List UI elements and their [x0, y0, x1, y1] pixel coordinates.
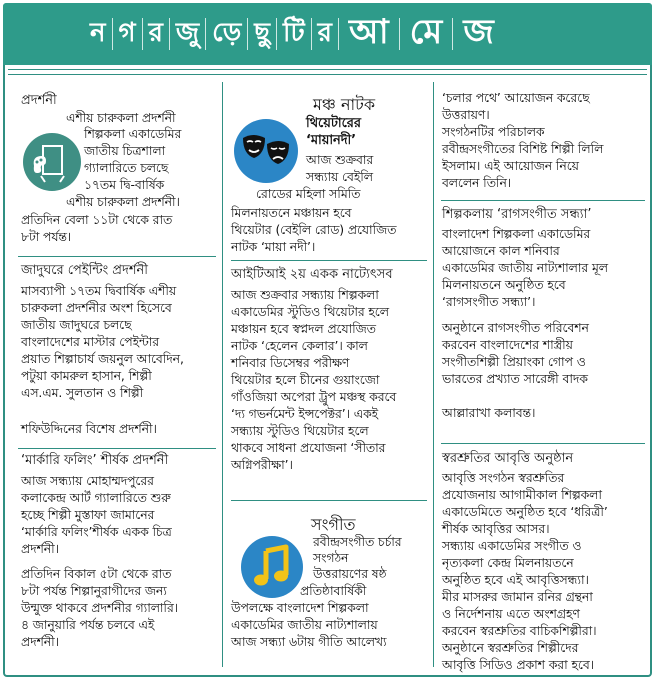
text-line: হচ্ছে শিল্পী মুস্তাফা জামানের: [21, 507, 155, 522]
text-line: একাডেমির জাতীয় নাট্যশালায়: [231, 617, 378, 632]
text-line: ভারতের প্রখ্যাত সারেঙ্গী বাদক: [442, 371, 588, 386]
text-line: সংগীতশিল্পী প্রিয়াংকা গোপ ও: [442, 354, 586, 369]
text-line: নাটক ‘হেলেন কেলার’। কাল: [231, 338, 368, 353]
header-letter: ড়ে: [212, 18, 242, 48]
section-title-mercury: ‘মার্কারি ফলিং’ শীর্ষক প্রদর্শনী: [21, 453, 169, 468]
text-line: আবৃত্তি সিডিও প্রকাশ করা হবে।: [442, 657, 594, 672]
text-line: শীর্ষক আবৃত্তির আসর।: [442, 521, 550, 536]
text-line: এশীয় চারুকলা প্রদর্শনী।: [66, 194, 180, 209]
text-line: প্রতিষ্ঠাবার্ষিকী: [300, 583, 367, 598]
text-line: ‘দ্য গভর্নমেন্ট ইন্সপেক্টর’। একই: [231, 406, 378, 421]
text-line: ‘চলার পথে’ আয়োজন করেছে: [442, 90, 590, 105]
text-line: প্রদর্শনী।: [21, 634, 59, 649]
text-line: প্রতিদিন বেলা ১১টা থেকে রাত: [21, 212, 173, 227]
section-divider: [18, 448, 216, 449]
text-line: মিলনায়তনে অনুষ্ঠিত হবে: [442, 277, 566, 292]
header-letter: র: [317, 18, 332, 48]
text-line: শনিবার ডিসেম্বর পরীক্ষণ: [231, 355, 350, 370]
text-line: ৪ জানুয়ারি পর্যন্ত চলবে এই: [21, 617, 155, 632]
bold-title: থিয়েটারের: [306, 116, 361, 131]
text-line: আল্লারাখা কলাবন্ত।: [442, 405, 536, 420]
section-caption-stage-drama: মঞ্চ নাটক: [313, 95, 376, 114]
text-line: করবেন স্বরশ্রুতির বাচিকশিল্পীরা।: [442, 623, 597, 638]
section-divider: [231, 500, 427, 501]
section-title-raga-evening: শিল্পকলায় ‘রাগসংগীত সন্ধ্যা’: [442, 207, 592, 222]
text-line: রবীন্দ্রসংগীত চর্চার: [313, 534, 402, 549]
section-caption-music: সংগীত: [311, 515, 356, 534]
header-title: [84, 11, 504, 53]
text-line: উত্তরায়ণ।: [442, 107, 490, 122]
text-line: একাডেমির স্টুডিও থিয়েটার হলে: [231, 304, 389, 319]
header-letter: আ: [348, 11, 389, 52]
text-line: আজ সন্ধ্যা ৬টায় গীতি আলেখ্য: [231, 634, 387, 649]
text-line: থিয়েটার (বেইলি রোড) প্রযোজিত: [231, 222, 397, 237]
text-line: ১৭তম দ্বি-বার্ষিক: [84, 177, 165, 192]
text-line: করবেন বাংলাদেশের শাস্ত্রীয়: [442, 337, 573, 352]
header-letter: গ: [118, 18, 136, 48]
text-line: অগ্নিপরীক্ষা’।: [231, 457, 293, 472]
section-title-recitation: স্বরশ্রুতির আবৃত্তি অনুষ্ঠান: [442, 451, 574, 466]
text-line: নাটক ‘মায়া নদী’।: [231, 239, 316, 254]
text-line: বাংলাদেশের মাস্টার পেইন্টার: [21, 334, 159, 349]
text-line: অনুষ্ঠানে স্বরশ্রুতির শিল্পীদের: [442, 640, 579, 655]
text-line: ‘মার্কারি ফলিং’শীর্ষক একক চিত্র: [21, 524, 172, 539]
text-line: বাংলাদেশ শিল্পকলা একাডেমির: [442, 226, 591, 241]
text-line: পটুয়া কামরুল হাসান, শিল্পী: [21, 368, 152, 383]
text-line: শিল্পকলা একাডেমির: [84, 126, 182, 141]
text-line: সংগঠন: [313, 550, 349, 565]
text-line: সন্ধ্যায় একাডেমির সংগীত ও: [442, 538, 582, 553]
text-line: আবৃত্তি সংগঠন স্বরশ্রুতির: [442, 470, 565, 485]
text-line: মিলনায়তনে মঞ্চায়ন হবে: [231, 205, 352, 220]
text-line: মঞ্চায়ন হবে স্বপ্নদল প্রযোজিত: [231, 321, 376, 336]
text-line: উন্মুক্ত থাকবে প্রদর্শনীর গ্যালারি।: [21, 600, 179, 615]
text-line: আজ শুক্রবার সন্ধ্যায় শিল্পকলা: [231, 287, 379, 302]
text-line: আজ শুক্রবার: [306, 152, 374, 167]
text-line: একাডেমিতে অনুষ্ঠিত হবে ‘ধরিত্রী’: [442, 504, 608, 519]
text-line: চারুকলা প্রদর্শনীর অংশ হিসেবে: [21, 300, 172, 315]
text-line: সন্ধ্যায় বেইলি: [306, 169, 373, 184]
text-line: আয়োজনে কাল শনিবার: [442, 243, 560, 258]
text-line: জাতীয় জাদুঘরে চলছে: [21, 317, 132, 332]
text-line: অনুষ্ঠিত হবে এই আবৃত্তিসন্ধ্যা।: [442, 572, 589, 587]
text-line: নৃত্যকলা কেন্দ্র মিলনায়তনে: [442, 555, 574, 570]
section-title-exhibition: প্রদর্শনী: [21, 93, 57, 108]
section-title-iti-festival: আইটিআই ২য় একক নাট্যেৎসব: [231, 267, 393, 282]
header-letter: জ: [463, 11, 494, 52]
text-line: সন্ধ্যায় স্টুডিও থিয়েটার হলে: [231, 423, 369, 438]
text-line: ৮টা পর্যন্ত।: [21, 229, 72, 244]
header-underline: [8, 69, 647, 75]
text-line: ৮টা পর্যন্ত শিল্পানুরাগীদের জন্য: [21, 583, 167, 598]
text-line: প্রতিদিন বিকাল ৫টা থেকে রাত: [21, 566, 172, 581]
header-letter: মে: [409, 11, 443, 52]
theater-masks-icon: [233, 118, 299, 184]
section-divider: [441, 443, 645, 444]
text-line: মাসব্যাপী ১৭তম দ্বিবার্ষিক এশীয়: [21, 283, 177, 298]
header-letter: র: [148, 18, 163, 48]
text-line: রবীন্দ্রসংগীতের বিশিষ্ট শিল্পী লিলি: [442, 141, 604, 156]
text-line: অনুষ্ঠানে রাগসংগীত পরিবেশন: [442, 320, 589, 335]
music-note-icon: [240, 535, 304, 599]
text-line: প্রয়াত শিল্পাচার্য জয়নুল আবেদিন,: [21, 351, 184, 366]
header-banner: [3, 3, 652, 65]
text-line: গাঁওজিয়া অপেরা ট্রুপ মঞ্চস্থ করবে: [231, 389, 397, 404]
section-divider: [18, 256, 216, 257]
text-line: উত্তরায়ণের ষষ্ঠ: [313, 566, 387, 581]
text-line: একাডেমির জাতীয় নাট্যশালার মূল: [442, 260, 608, 275]
text-line: আজ সন্ধ্যায় মোহাম্মদপুরের: [21, 473, 154, 488]
section-divider: [231, 260, 427, 261]
text-line: ইসলাম। এই আয়োজন নিয়ে: [442, 158, 579, 173]
text-line: থাকবে সাধনা প্রযোজনা ‘সীতার: [231, 440, 386, 455]
text-line: শফিউদ্দিনের বিশেষ প্রদর্শনী।: [21, 421, 157, 436]
text-line: রোডের মহিলা সমিতি: [256, 186, 361, 201]
text-line: উপলক্ষে বাংলাদেশ শিল্পকলা: [231, 600, 369, 615]
text-line: সংগঠনটির পরিচালক: [442, 124, 545, 139]
text-line: জাতীয় চিত্রশালা: [84, 143, 166, 158]
text-line: থিয়েটার হলে চীনের গুয়াংজো: [231, 372, 380, 387]
section-title-museum: জাদুঘরে পেইন্টিং প্রদর্শনী: [21, 263, 149, 278]
text-line: প্রদর্শনী।: [21, 541, 59, 556]
header-letter: ন: [90, 18, 106, 48]
text-line: ও নির্দেশনায় এতে অংশগ্রহণ: [442, 606, 580, 621]
header-letter: টি: [283, 18, 305, 48]
text-line: এশীয় চারুকলা প্রদর্শনী: [66, 110, 176, 125]
text-line: কলাকেন্দ্র আর্ট গ্যালারিতে শুরু: [21, 490, 171, 505]
text-line: ‘রাগসংগীত সন্ধ্যা’।: [442, 294, 536, 309]
section-divider: [441, 200, 645, 201]
header-letter: জু: [175, 18, 200, 48]
bold-title: ‘মায়ানদী’: [306, 133, 357, 148]
text-line: এস.এম. সুলতান ও শিল্পী: [21, 385, 144, 400]
column-divider: [433, 82, 434, 667]
text-line: মীর মাসরুর জামান রনির গ্রন্থনা: [442, 589, 593, 604]
column-divider: [222, 82, 223, 667]
header-letter: ছু: [254, 18, 271, 48]
palette-icon: [22, 132, 82, 192]
text-line: গ্যালারিতে চলছে: [84, 160, 169, 175]
text-line: বললেন তিনি।: [442, 175, 512, 190]
text-line: প্রযোজনায় আগামীকাল শিল্পকলা: [442, 487, 602, 502]
